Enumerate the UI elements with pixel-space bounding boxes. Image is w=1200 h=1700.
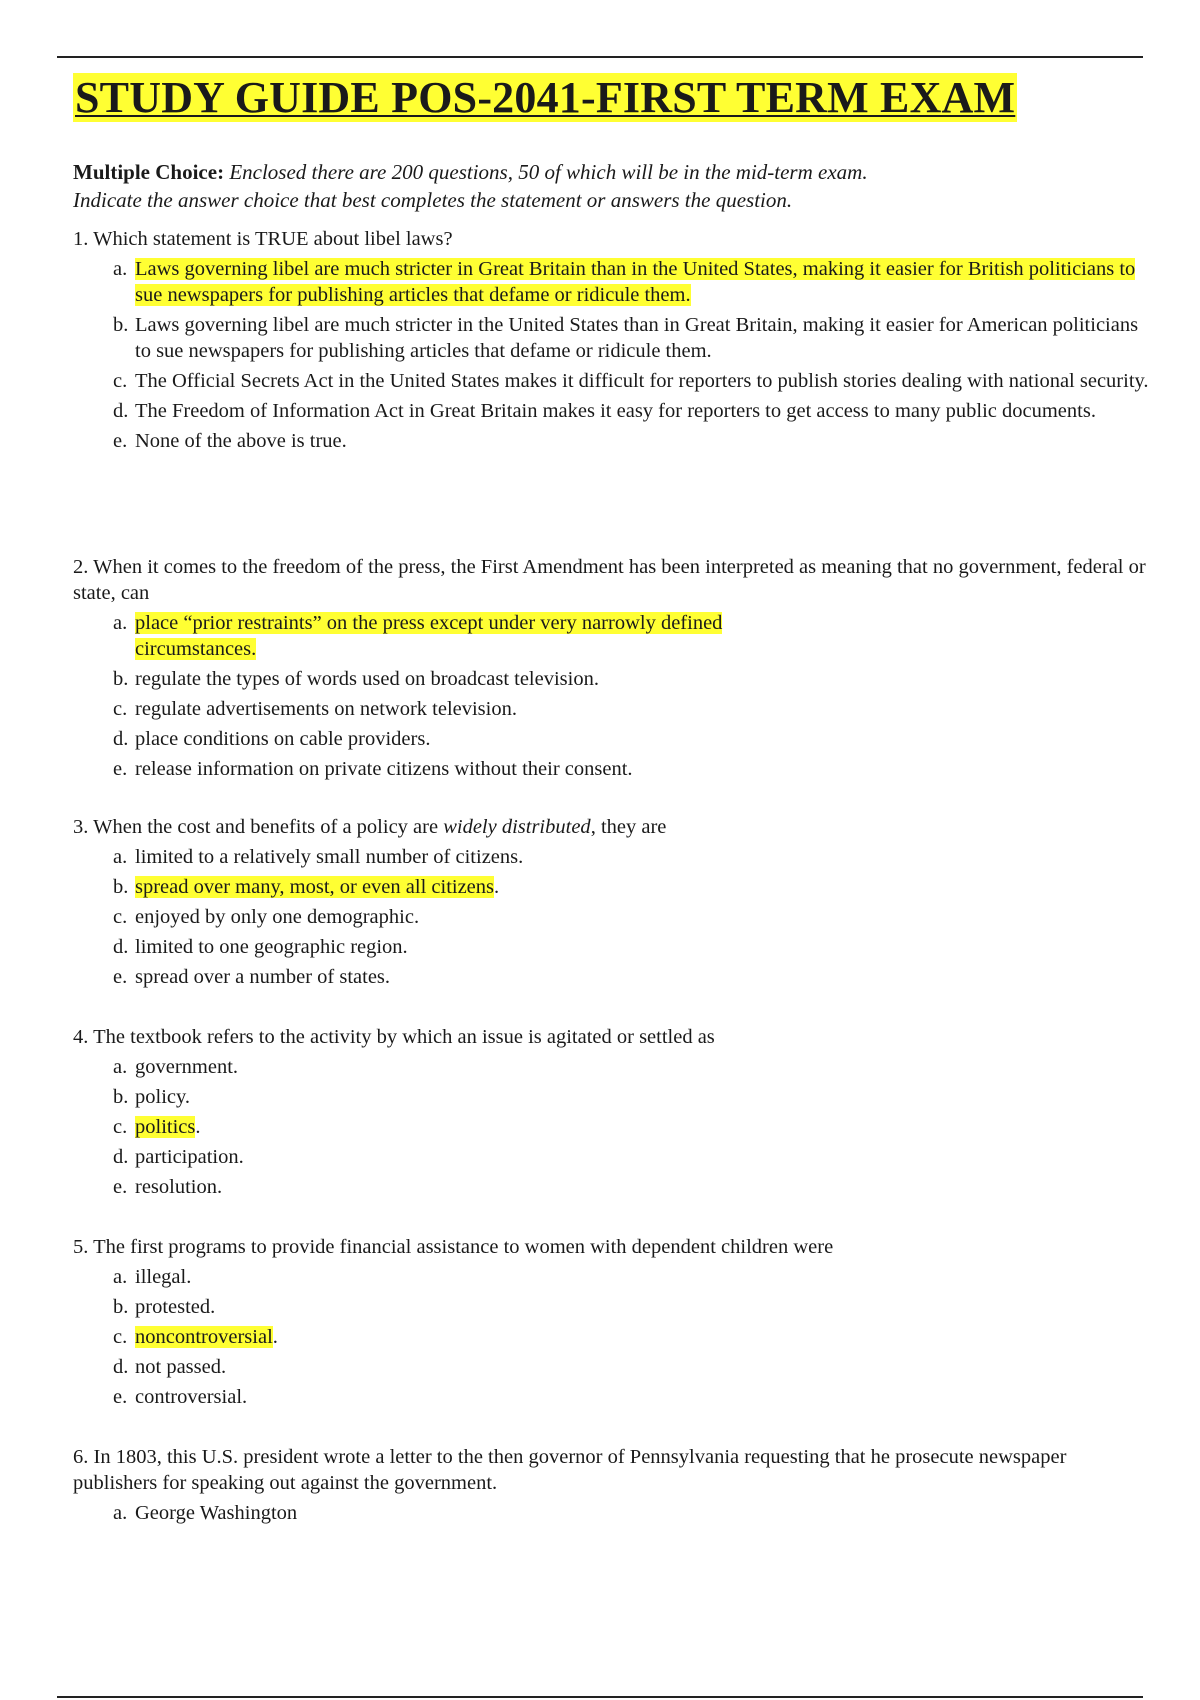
- option-e: e. None of the above is true.: [113, 430, 347, 452]
- option-d: d. limited to one geographic region.: [113, 936, 408, 958]
- question-1: [73, 226, 1153, 458]
- option-d: d. The Freedom of Information Act in Great Britain makes it easy for reporters to get access to many public documents.: [113, 400, 1096, 422]
- question-3: [73, 814, 1153, 994]
- document-title: STUDY GUIDE POS-2041-FIRST TERM EXAM: [75, 73, 1016, 122]
- option-a: a. George Washington: [113, 1502, 298, 1524]
- question-2: [73, 554, 1153, 786]
- question-6: [73, 1444, 1153, 1530]
- instructions-line-2: Indicate the answer choice that best completes the statement or answers the question.: [73, 188, 793, 212]
- option-a: a. place “prior restraints” on the press except under very narrowly defined circumstances.: [113, 612, 723, 660]
- answer-highlight: noncontroversial: [135, 1326, 273, 1348]
- option-d: d. place conditions on cable providers.: [113, 728, 431, 750]
- question-4: [73, 1024, 1153, 1204]
- question-stem: 1. Which statement is TRUE about libel laws?: [73, 228, 453, 250]
- option-b: b. spread over many, most, or even all citizens.: [113, 876, 500, 898]
- option-c: c. politics.: [113, 1116, 201, 1138]
- option-a: a. illegal.: [113, 1266, 192, 1288]
- option-a: a. government.: [113, 1056, 239, 1078]
- question-stem: 2. When it comes to the freedom of the press, the First Amendment has been interpreted as meaning that no government, federal or state, can: [73, 556, 1146, 604]
- question-stem: 6. In 1803, this U.S. president wrote a letter to the then governor of Pennsylvania requesting that he prosecute newspaper publishers for speaking out against the government.: [73, 1446, 1067, 1494]
- option-b: b. regulate the types of words used on broadcast television.: [113, 668, 599, 690]
- question-5: [73, 1234, 1153, 1414]
- answer-highlight: Laws governing libel are much stricter in Great Britain than in the United States, making it easier for British politicians to sue newspapers for publishing articles that defame or ridicule them.: [135, 258, 1136, 306]
- option-b: b. policy.: [113, 1086, 191, 1108]
- top-rule: [57, 56, 1143, 58]
- instructions-line-1: Enclosed there are 200 questions, 50 of which will be in the mid-term exam.: [229, 160, 868, 184]
- answer-highlight: place “prior restraints” on the press except under very narrowly defined circumstances.: [135, 612, 723, 660]
- option-e: e. release information on private citizens without their consent.: [113, 758, 633, 780]
- option-e: e. controversial.: [113, 1386, 248, 1408]
- option-b: b. protested.: [113, 1296, 216, 1318]
- option-c: c. enjoyed by only one demographic.: [113, 906, 420, 928]
- question-stem: 3. When the cost and benefits of a policy are widely distributed, they are: [73, 816, 667, 838]
- option-e: e. resolution.: [113, 1176, 223, 1198]
- option-a: a. Laws governing libel are much stricter in Great Britain than in the United States, making it easier for British politicians to sue newspapers for publishing articles that defame or ridicule them.: [113, 258, 1136, 306]
- answer-highlight: politics: [135, 1116, 196, 1138]
- option-e: e. spread over a number of states.: [113, 966, 391, 988]
- option-a: a. limited to a relatively small number of citizens.: [113, 846, 524, 868]
- option-c: c. regulate advertisements on network television.: [113, 698, 517, 720]
- question-stem: 4. The textbook refers to the activity by which an issue is agitated or settled as: [73, 1026, 715, 1048]
- bottom-rule: [57, 1696, 1143, 1698]
- answer-highlight: spread over many, most, or even all citizens: [135, 876, 495, 898]
- option-c: c. noncontroversial.: [113, 1326, 278, 1348]
- instructions-label: Multiple Choice:: [73, 160, 225, 184]
- instructions: [73, 158, 1153, 214]
- option-c: c. The Official Secrets Act in the United States makes it difficult for reporters to publish stories dealing with national security.: [113, 370, 1149, 392]
- question-stem: 5. The first programs to provide financial assistance to women with dependent children were: [73, 1236, 834, 1258]
- option-d: d. participation.: [113, 1146, 244, 1168]
- option-d: d. not passed.: [113, 1356, 227, 1378]
- option-b: b. Laws governing libel are much stricter in the United States than in Great Britain, making it easier for American politicians to sue newspapers for publishing articles that defame or ridicule them.: [113, 314, 1139, 362]
